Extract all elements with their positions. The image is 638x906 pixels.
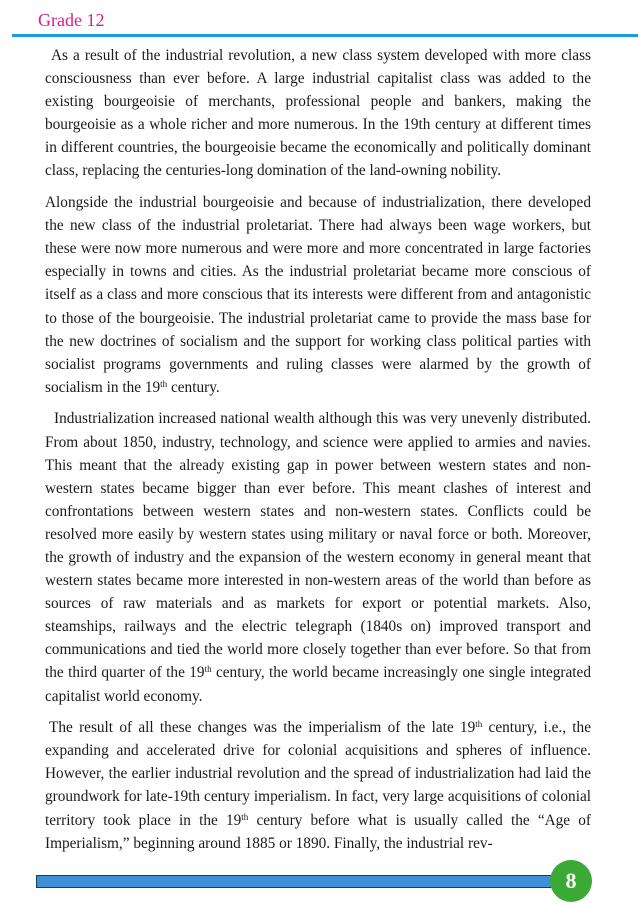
footer-bar (36, 875, 556, 888)
paragraph (45, 407, 591, 707)
superscript: th (241, 811, 249, 822)
page-number-badge: 8 (550, 860, 592, 902)
text-run: century, i.e., the expanding and accelerated drive for colonial acquisitions and spheres of influence. However, the earlier industrial revolution and the spread of industrialization had laid the groundwork for late-19th century imperialism. In fact, very large acquisitions of colonial territory took place in the 19 (45, 719, 591, 829)
grade-label: Grade 12 (38, 10, 105, 30)
superscript: th (160, 378, 168, 389)
text-run: The result of all these changes was the imperialism of the late 19 (49, 719, 476, 737)
body-text (45, 44, 591, 863)
text-run: century. (167, 378, 220, 396)
paragraph (45, 44, 591, 183)
text-run: As a result of the industrial revolution, a new class system developed with more class consciousness than ever before. A large industrial capitalist class was added to the existing bourgeoisie of merchants, professional people and bankers, making the bourgeoisie as a whole richer and more numerous. In the 19th century at different times in different countries, the bourgeoisie became the economically and politically dominant class, replacing the centuries-long domination of the land-owning nobility. (45, 47, 591, 180)
paragraph (45, 191, 591, 399)
text-run: Industrialization increased national wealth although this was very unevenly distributed. From about 1850, industry, technology, and science were applied to armies and navies. This meant that the already existing gap in power between western states and non-western states became bigger than ever before. This meant clashes of interest and confrontations between western states and non-western states. Conflicts could be resolved more easily by western states using military or naval force or both. Moreover, the growth of industry and the expansion of the western economy in general meant that western states became more interested in non-western areas of the world than before as sources of raw materials and as markets for export or potential markets. Also, steamships, railways and the electric telegraph (1840s on) improved transport and communications and tied the world more closely together than ever before. So that from the third quarter of the 19 (45, 410, 591, 682)
superscript: th (204, 664, 212, 675)
superscript: th (475, 719, 483, 730)
text-run: century before what is usually called the “Age of Imperialism,” beginning around 1885 or 1890. Finally, the industrial rev- (45, 811, 591, 852)
text-run: Alongside the industrial bourgeoisie and because of industrialization, there developed the new class of the industrial proletariat. There had always been wage workers, but these were now more numerous and were more and more concentrated in large factories especially in towns and cities. As the industrial proletariat became more conscious of itself as a class and more conscious that its interests were different from and antagonistic to those of the bourgeoisie. The industrial proletariat came to provide the mass base for the new doctrines of socialism and the support for working class political parties with socialist programs governments and ruling classes were alarmed by the growth of socialism in the 19 (45, 194, 591, 396)
header-rule (12, 34, 638, 37)
paragraph (45, 716, 591, 855)
text-run: century, the world became increasingly one single integrated capitalist world economy. (45, 664, 591, 705)
